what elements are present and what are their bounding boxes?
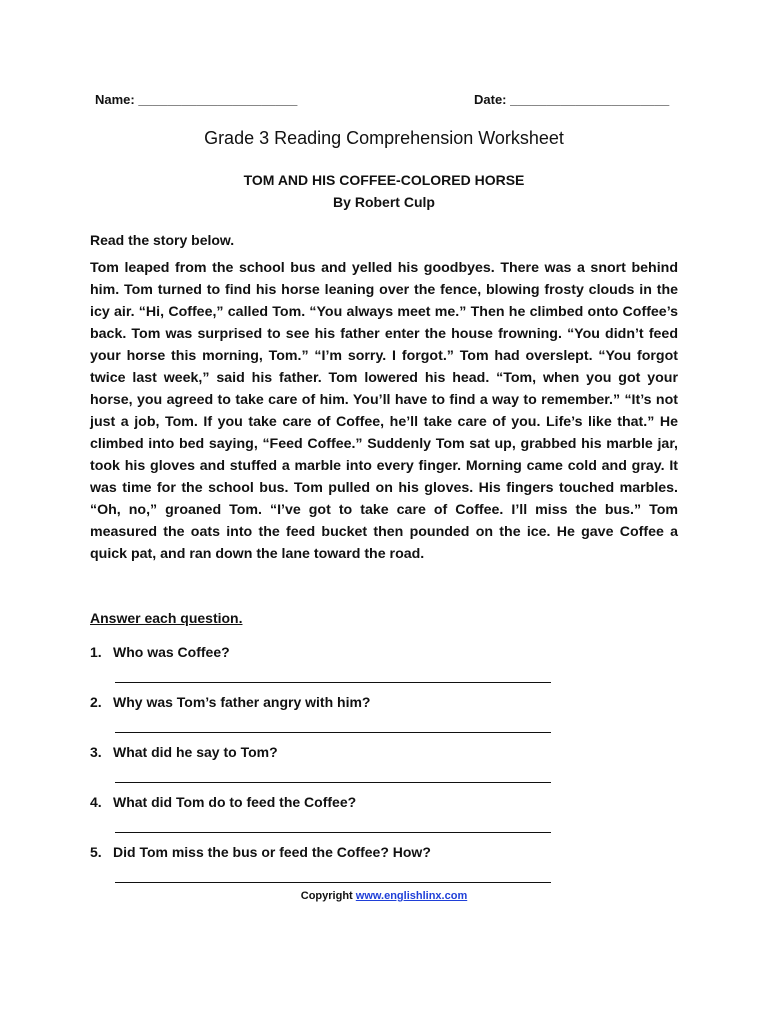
question-list <box>90 644 560 894</box>
question-text: Why was Tom’s father angry with him? <box>113 694 371 710</box>
answer-line[interactable] <box>115 682 551 683</box>
answer-line[interactable] <box>115 782 551 783</box>
story-title: TOM AND HIS COFFEE-COLORED HORSE <box>243 172 525 188</box>
name-field[interactable]: Name: ______________________ <box>95 92 298 107</box>
question-item-1 <box>90 644 560 694</box>
date-field[interactable]: Date: ______________________ <box>474 92 670 107</box>
question-number: 2. <box>90 694 102 710</box>
answer-line[interactable] <box>115 882 551 883</box>
answer-heading: Answer each question. <box>90 610 243 626</box>
question-number: 1. <box>90 644 102 660</box>
worksheet-title: Grade 3 Reading Comprehension Worksheet <box>204 128 564 148</box>
answer-line[interactable] <box>115 832 551 833</box>
copyright-footer <box>0 890 768 902</box>
question-item-3 <box>90 744 560 794</box>
question-number: 5. <box>90 844 102 860</box>
question-text: What did he say to Tom? <box>113 744 278 760</box>
question-text: Did Tom miss the bus or feed the Coffee? How? <box>113 844 431 860</box>
copyright-link[interactable]: www.englishlinx.com <box>355 890 468 902</box>
story-byline: By Robert Culp <box>333 194 435 210</box>
story-text: Tom leaped from the school bus and yelled his goodbyes. There was a snort behind him. Tom turned to find his horse leaning over the fence, blowing frosty clouds in the icy air. “Hi, Coffee,” called Tom. “You always meet me.” Then he climbed onto Coffee’s back. Tom was surprised to see his father enter the house frowning. “You didn’t feed your horse this morning, Tom.” “I’m sorry. I forgot.” Tom had overslept. “You forgot twice last week,” said his father. Tom lowered his head. “Tom, when you got your horse, you agreed to take care of him. You’ll have to find a way to remember.” “It’s not just a job, Tom. If you take care of Coffee, he’ll take care of you. Life’s like that.” He climbed into bed saying, “Feed Coffee.” Suddenly Tom sat up, grabbed his marble jar, took his gloves and stuffed a marble into every finger. Morning came cold and gray. It was time for the school bus. Tom pulled on his gloves. His fingers touched marbles. “Oh, no,” groaned Tom. “I’ve got to take care of Coffee. I’ll miss the bus.” Tom measured the oats into the feed bucket then pounded on the ice. He gave Coffee a quick pat, and ran down the lane toward the road. <box>90 260 678 562</box>
question-item-2 <box>90 694 560 744</box>
question-item-5 <box>90 844 560 894</box>
copyright-label: Copyright <box>300 890 353 902</box>
question-number: 3. <box>90 744 102 760</box>
question-text: What did Tom do to feed the Coffee? <box>113 794 357 810</box>
question-item-4 <box>90 794 560 844</box>
question-text: Who was Coffee? <box>113 644 230 660</box>
worksheet-header <box>0 92 768 112</box>
reading-instruction: Read the story below. <box>90 232 235 248</box>
answer-line[interactable] <box>115 732 551 733</box>
question-number: 4. <box>90 794 102 810</box>
